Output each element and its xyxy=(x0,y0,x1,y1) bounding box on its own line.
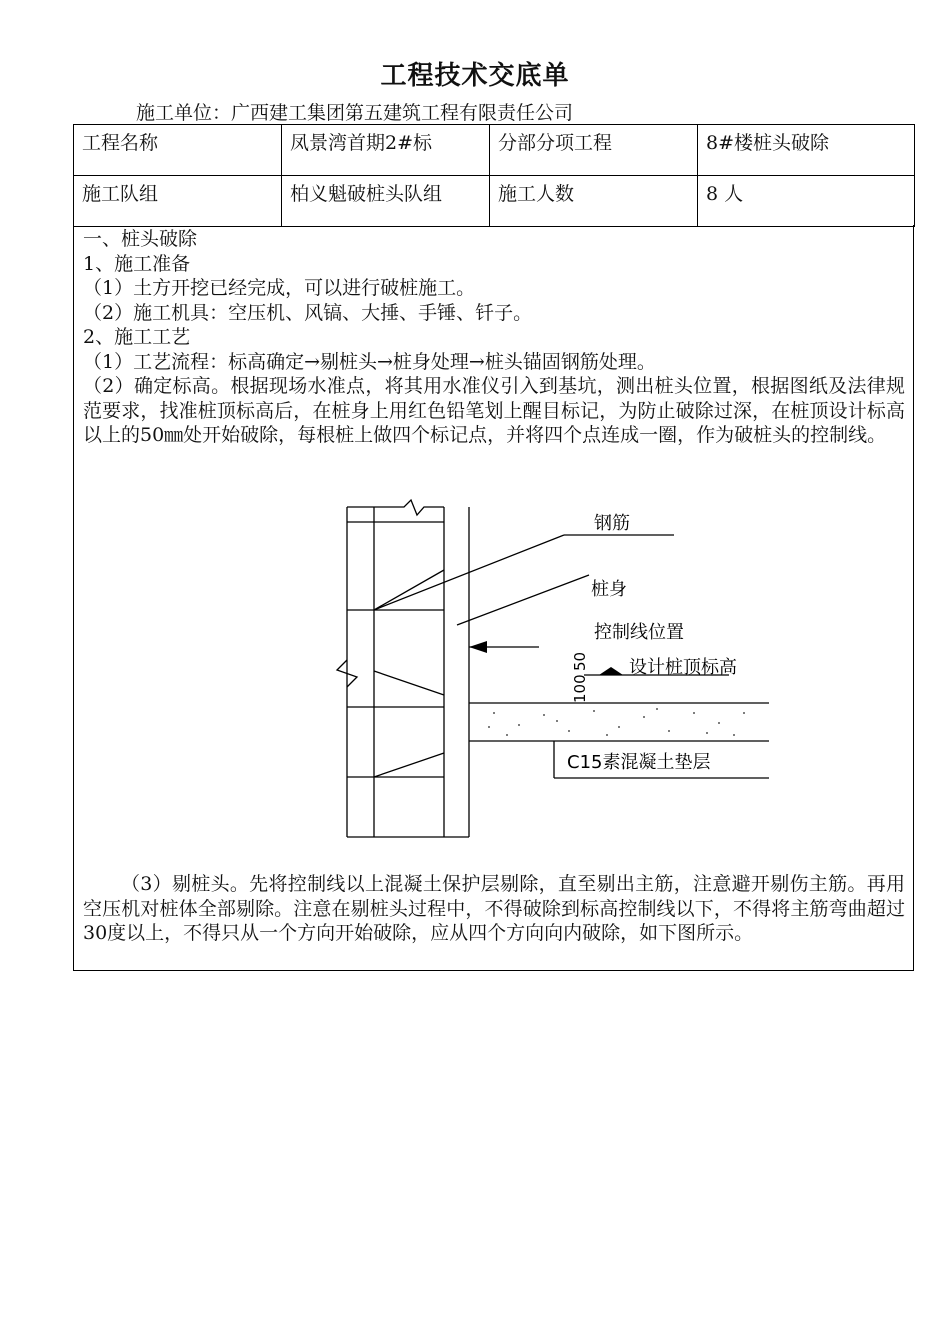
dim-50: 50 xyxy=(571,651,589,671)
sub-heading: 2、施工工艺 xyxy=(83,326,191,348)
worker-count-label: 施工人数 xyxy=(490,176,698,227)
paragraph: （2）施工机具：空压机、风镐、大捶、手锤、钎子。 xyxy=(83,301,533,324)
team-label: 施工队组 xyxy=(74,176,282,227)
sub-heading: 1、施工准备 xyxy=(83,252,191,275)
pile-head-diagram xyxy=(329,495,737,845)
project-name-value: 凤景湾首期2#标 xyxy=(282,125,490,176)
paragraph: （1）工艺流程：标高确定→剔桩头→桩身处理→桩头锚固钢筋处理。 xyxy=(83,350,656,373)
project-name-label: 工程名称 xyxy=(74,125,282,176)
content-box xyxy=(73,225,914,971)
label-rebar: 钢筋 xyxy=(594,513,630,534)
team-value: 柏义魁破桩头队组 xyxy=(282,176,490,227)
paragraph: （3）剔桩头。先将控制线以上混凝土保护层剔除，直至剔出主筋，注意避开剔伤主筋。再用空压机对桩体全部剔除。注意在剔桩头过程中，不得破除到标高控制线以下，不得将主筋弯曲超过30度以上，不得只从一个方向开始破除，应从四个方向向内破除，如下图所示。 xyxy=(83,873,905,944)
label-pile: 桩身 xyxy=(591,579,627,600)
construction-unit-line: 施工单位：广西建工集团第五建筑工程有限责任公司 xyxy=(136,102,574,124)
info-table xyxy=(73,124,915,227)
table-row xyxy=(74,125,915,176)
section-heading: 一、桩头破除 xyxy=(83,228,198,250)
paragraph: （2）确定标高。根据现场水准点，将其用水准仪引入到基坑，测出桩头位置，根据图纸及法律规范要求，找准桩顶标高后，在桩身上用红色铅笔划上醒目标记，为防止破除过深，在桩顶设计标高以上的50㎜处开始破除，每根桩上做四个标记点，并将四个点连成一圈，作为破桩头的控制线。 xyxy=(83,375,905,446)
subproject-value: 8#楼桩头破除 xyxy=(698,125,915,176)
label-cushion: C15素混凝土垫层 xyxy=(567,752,711,773)
label-design-top: 设计桩顶标高 xyxy=(629,657,737,678)
document-title: 工程技术交底单 xyxy=(380,61,570,91)
paragraph: （1）土方开挖已经完成，可以进行破桩施工。 xyxy=(83,277,476,299)
worker-count-value: 8 人 xyxy=(698,176,915,227)
subproject-label: 分部分项工程 xyxy=(490,125,698,176)
table-row xyxy=(74,176,915,227)
label-control-line: 控制线位置 xyxy=(594,622,684,643)
dim-100: 100 xyxy=(571,674,589,703)
